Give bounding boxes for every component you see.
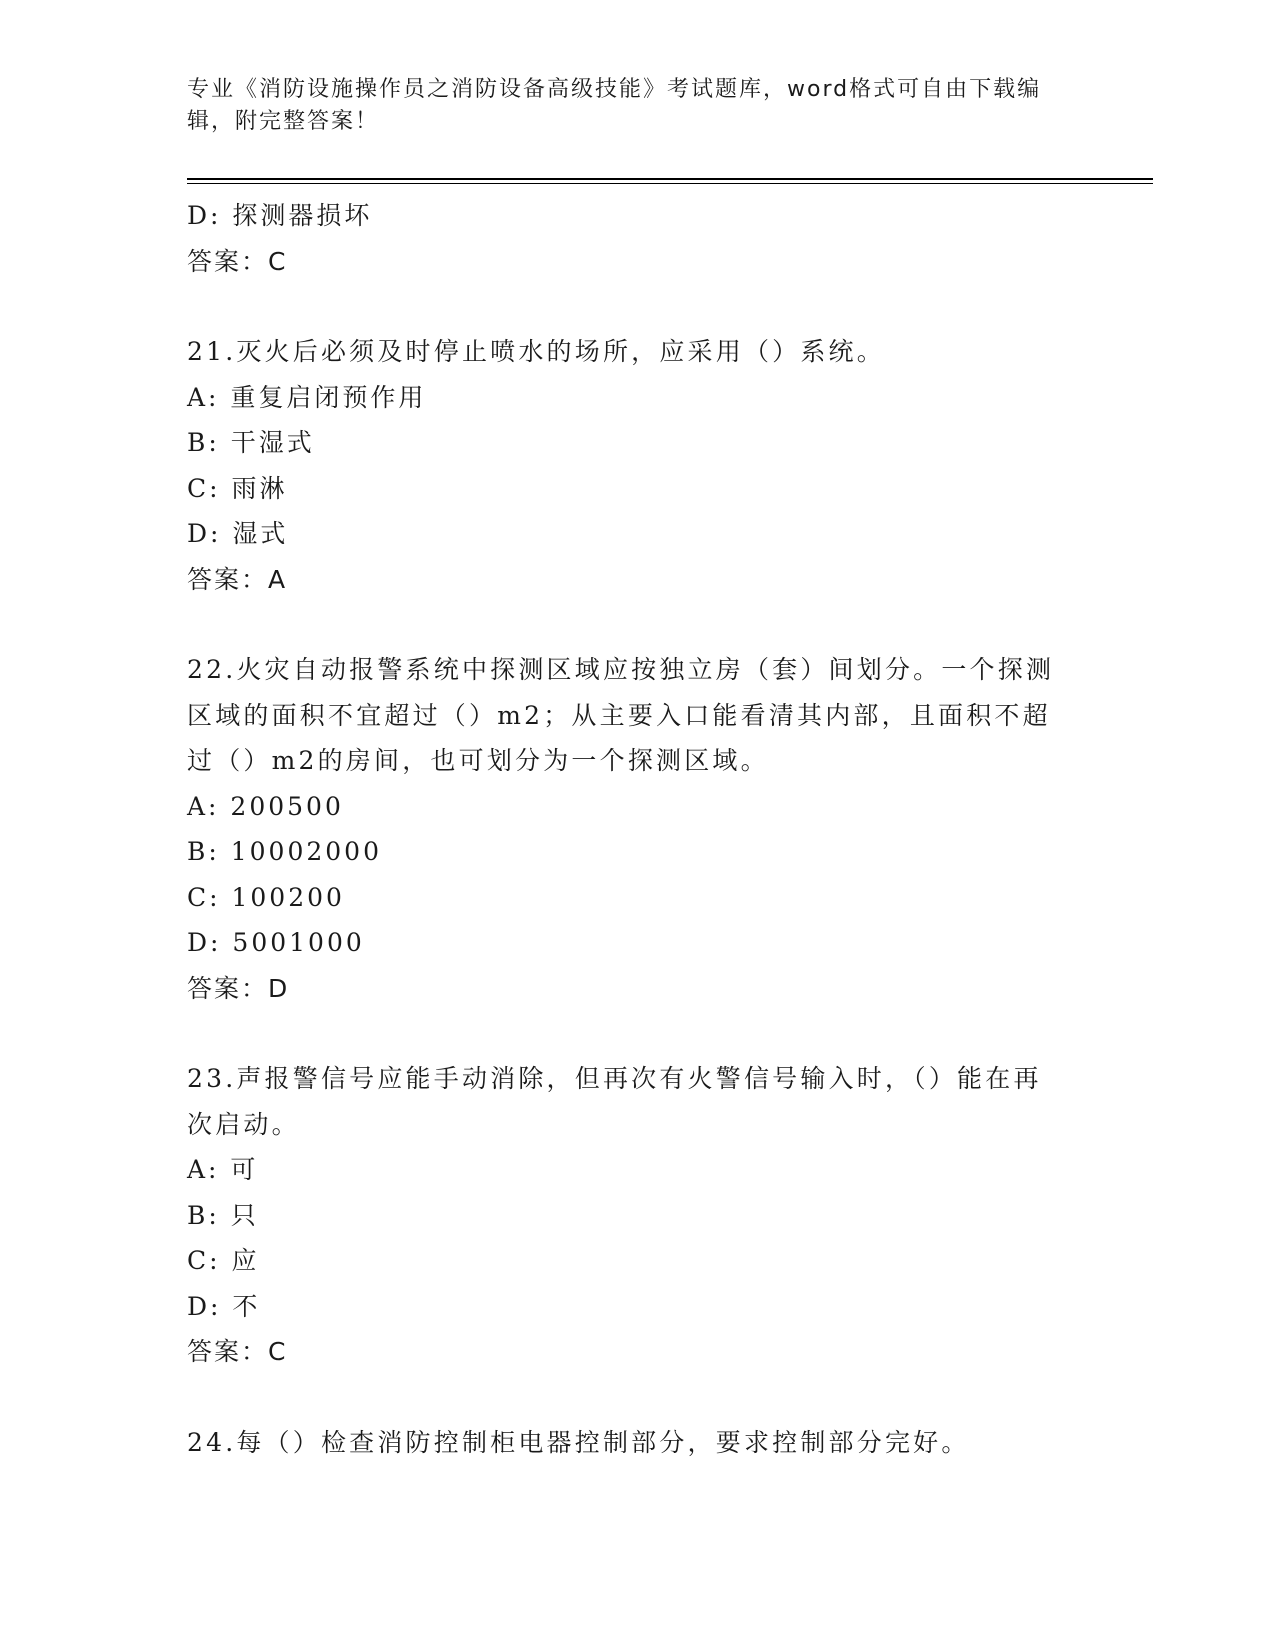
header-divider-thin <box>187 183 1153 184</box>
question-stem: 21.灭火后必须及时停止喷水的场所，应采用（）系统。 <box>187 337 885 366</box>
answer-line: 答案：D <box>187 973 290 1003</box>
option-a: A: 可 <box>187 1155 259 1184</box>
option-d: D: 探测器损坏 <box>187 201 373 230</box>
answer-line: 答案：A <box>187 564 288 594</box>
question-stem: 23.声报警信号应能手动消除，但再次有火警信号输入时，（）能在再 <box>187 1064 1042 1093</box>
option-d: D: 湿式 <box>187 519 289 548</box>
option-a: A: 200500 <box>187 791 344 821</box>
question-21 <box>187 329 1087 602</box>
answer-line: 答案：C <box>187 246 288 276</box>
option-c: C: 雨淋 <box>187 473 288 503</box>
option-c: C: 应 <box>187 1246 260 1275</box>
option-b: B: 10002000 <box>187 837 382 866</box>
question-stem: 24.每（）检查消防控制柜电器控制部分，要求控制部分完好。 <box>187 1427 970 1457</box>
answer-line: 答案：C <box>187 1337 288 1366</box>
question-stem: 22.火灾自动报警系统中探测区域应按独立房（套）间划分。一个探测 <box>187 655 1055 684</box>
question-list <box>187 193 1087 1465</box>
option-b: B: 只 <box>187 1200 259 1230</box>
option-a: A: 重复启闭预作用 <box>187 382 427 412</box>
header-line: 专业《消防设施操作员之消防设备高级技能》考试题库，word格式可自由下载编 <box>187 77 1042 102</box>
header-line: 辑，附完整答案！ <box>187 109 380 134</box>
question-stem: 次启动。 <box>187 1109 300 1139</box>
option-b: B: 干湿式 <box>187 428 315 457</box>
option-d: D: 5001000 <box>187 928 365 957</box>
question-24 <box>187 1420 1087 1466</box>
question-stem: 区域的面积不宜超过（）m2；从主要入口能看清其内部，且面积不超 <box>187 700 1051 730</box>
previous-question-tail <box>187 193 1087 284</box>
question-stem: 过（）m2的房间，也可划分为一个探测区域。 <box>187 746 769 775</box>
option-d: D: 不 <box>187 1291 261 1321</box>
header-divider <box>187 178 1153 180</box>
option-c: C: 100200 <box>187 882 345 912</box>
question-23 <box>187 1056 1087 1375</box>
page-header <box>187 74 1087 138</box>
question-22 <box>187 647 1087 1011</box>
